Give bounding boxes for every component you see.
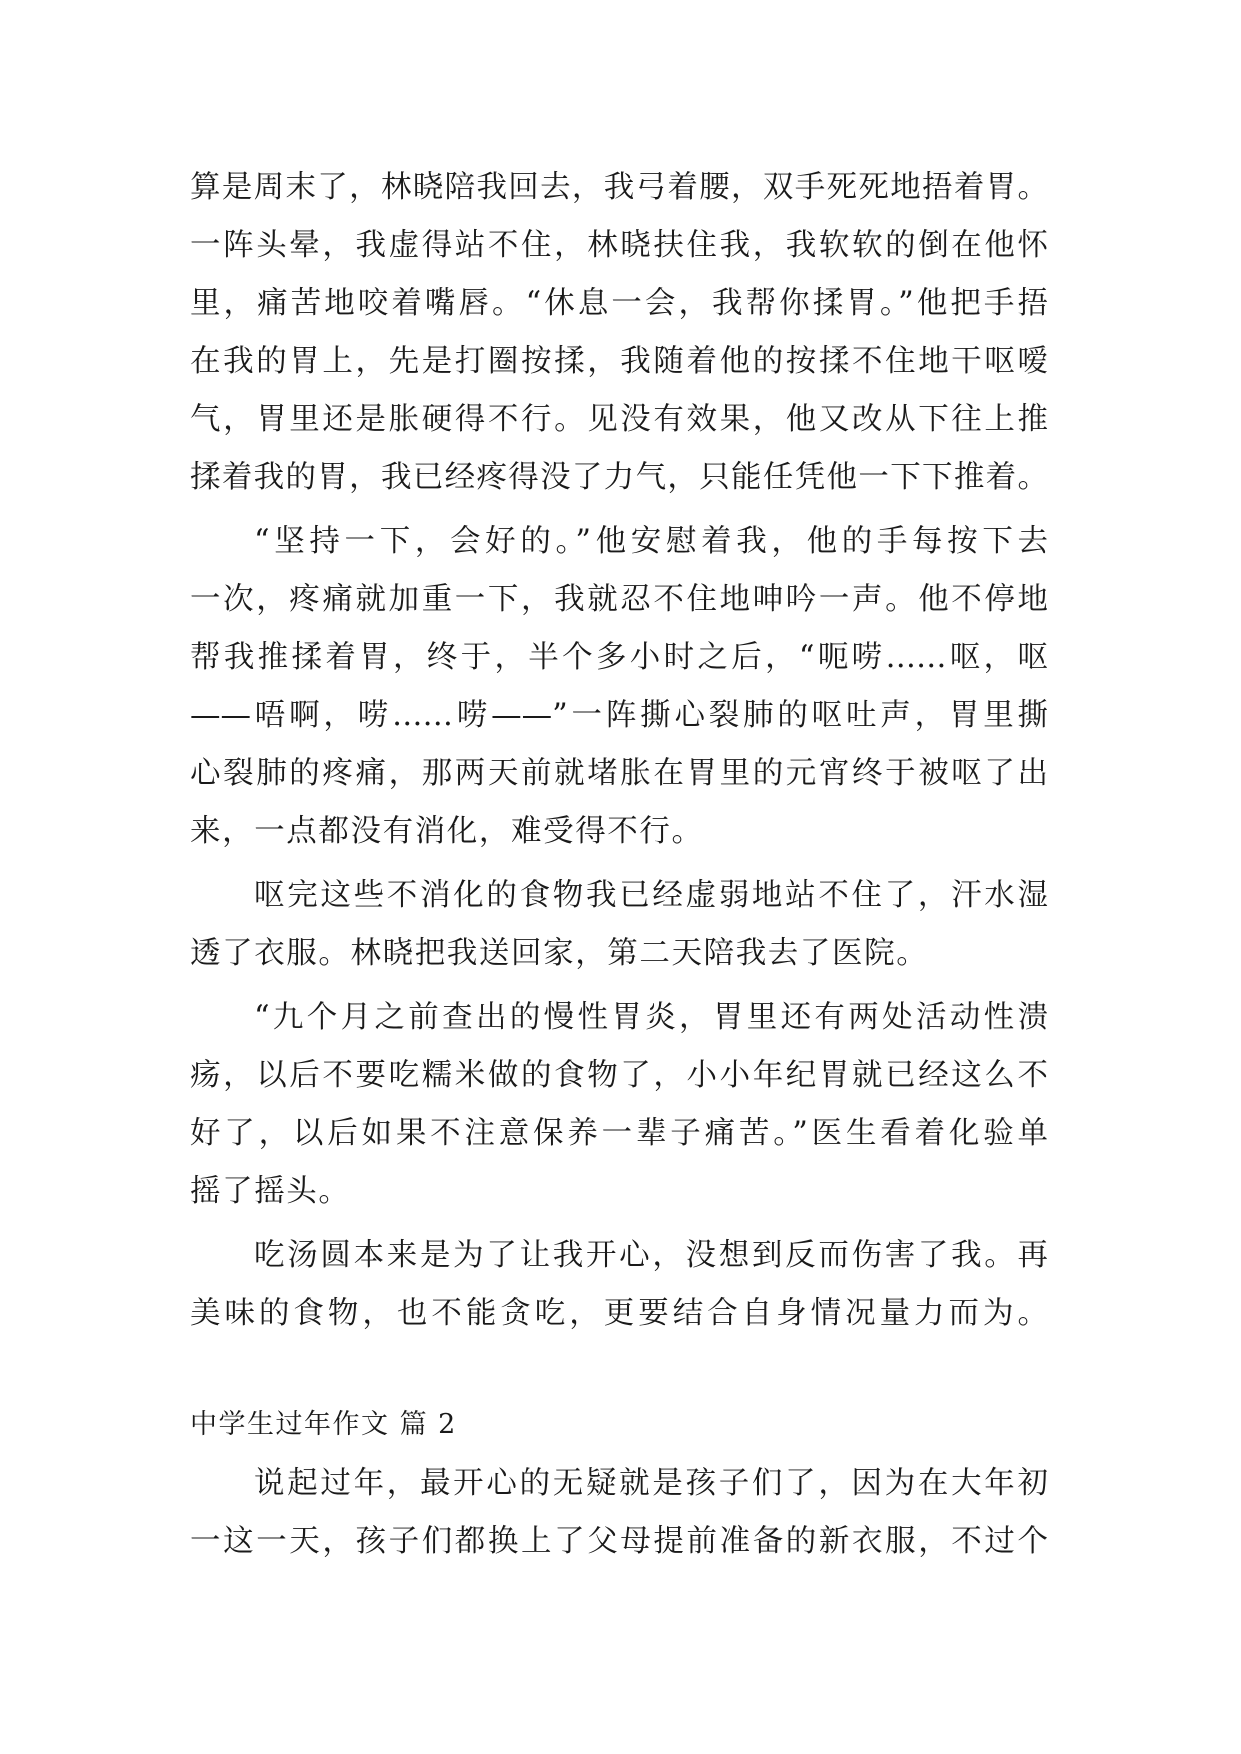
text-line: 在我的胃上，先是打圈按揉，我随着他的按揉不住地干呕嗳 (190, 344, 1048, 379)
text-line: 说起过年，最开心的无疑就是孩子们了，因为在大年初 (254, 1466, 1048, 1501)
text-line: “九个月之前查出的慢性胃炎，胃里还有两处活动性溃 (254, 1000, 1048, 1035)
paragraph (190, 159, 1048, 507)
text-line: 里，痛苦地咬着嘴唇。“休息一会，我帮你揉胃。”他把手捂 (190, 286, 1048, 321)
text-line: 一这一天，孩子们都换上了父母提前准备的新衣服，不过个 (190, 1524, 1048, 1559)
paragraph (190, 513, 1048, 861)
text-line: 摇了摇头。 (190, 1174, 351, 1209)
paragraph (190, 1227, 1048, 1343)
text-line: 疡，以后不要吃糯米做的食物了，小小年纪胃就已经这么不 (190, 1058, 1048, 1093)
text-line: 透了衣服。林晓把我送回家，第二天陪我去了医院。 (190, 936, 929, 971)
document-body (190, 159, 1048, 1571)
paragraph (190, 1455, 1048, 1571)
text-line: 美味的食物，也不能贪吃，更要结合自身情况量力而为。 (190, 1296, 1048, 1331)
paragraph (190, 989, 1048, 1221)
text-line: ——唔啊，唠……唠——”一阵撕心裂肺的呕吐声，胃里撕 (190, 698, 1048, 733)
text-line: 气，胃里还是胀硬得不行。见没有效果，他又改从下往上推 (190, 402, 1048, 437)
text-line: 心裂肺的疼痛，那两天前就堵胀在胃里的元宵终于被呕了出 (190, 756, 1048, 791)
text-line: 揉着我的胃，我已经疼得没了力气，只能任凭他一下下推着。 (190, 460, 1048, 495)
text-line: 吃汤圆本来是为了让我开心，没想到反而伤害了我。再 (254, 1238, 1048, 1273)
paragraph (190, 867, 1048, 983)
text-line: 来，一点都没有消化，难受得不行。 (190, 814, 704, 849)
text-line: 帮我推揉着胃，终于，半个多小时之后，“呃唠……呕，呕 (190, 640, 1048, 675)
text-line: 一阵头晕，我虚得站不住，林晓扶住我，我软软的倒在他怀 (190, 228, 1048, 263)
text-line: “坚持一下，会好的。”他安慰着我，他的手每按下去 (254, 524, 1048, 559)
section-heading: 中学生过年作文 篇 2 (190, 1409, 457, 1440)
text-line: 算是周末了，林晓陪我回去，我弓着腰，双手死死地捂着胃。 (190, 170, 1048, 205)
text-line: 好了，以后如果不注意保养一辈子痛苦。”医生看着化验单 (190, 1116, 1048, 1151)
text-line: 呕完这些不消化的食物我已经虚弱地站不住了，汗水湿 (254, 878, 1048, 913)
text-line: 一次，疼痛就加重一下，我就忍不住地呻吟一声。他不停地 (190, 582, 1048, 617)
